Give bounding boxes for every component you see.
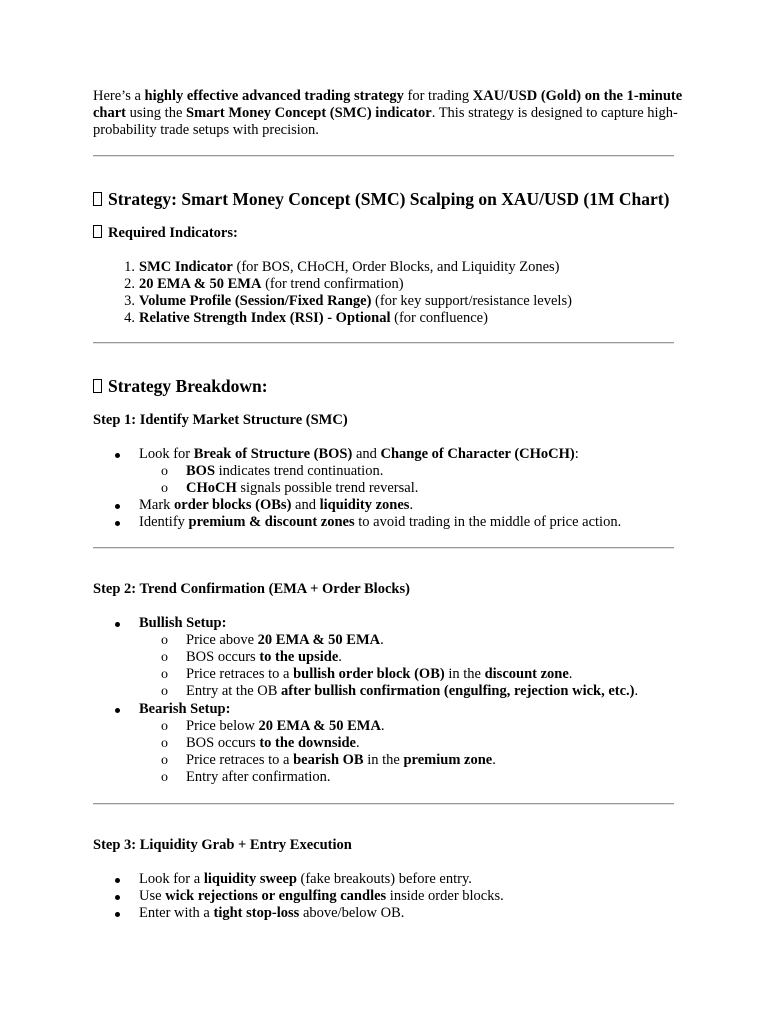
text: indicates trend continuation. [215,463,384,479]
circle-bullet-icon: o [161,719,168,734]
bullet-icon [115,708,120,713]
text: and [291,497,320,513]
indicator-description: (for trend confirmation) [261,276,404,292]
text: in the [444,666,485,682]
bullet-icon [115,504,120,509]
text: inside order blocks. [386,888,504,904]
divider [93,547,674,549]
circle-bullet-icon: o [161,684,168,699]
bold-text: bearish OB [293,752,364,768]
indicator-name: Volume Profile (Session/Fixed Range) [139,293,372,309]
step3-list [139,871,504,922]
bullet-icon [115,521,120,526]
step1-list-continued [139,497,621,531]
text: Entry after confirmation. [186,769,331,785]
divider [93,155,674,157]
circle-bullet-icon: o [161,633,168,648]
sub-list-item [161,480,419,497]
bearish-setup-sublist [161,718,496,786]
text: . [380,718,385,734]
list-item [139,888,504,905]
text: : [574,446,579,462]
strategy-breakdown-title [93,376,268,396]
sub-list-item [161,683,639,700]
text: signals possible trend reversal. [236,480,419,496]
sub-list-item [161,666,638,683]
text: Look for a [139,871,204,887]
missing-glyph-icon [93,192,102,206]
bearish-setup-list [139,701,230,718]
bold-text: premium zone [403,752,493,768]
text: Price below [186,718,259,734]
text: . [634,683,639,699]
required-indicators-heading [93,225,238,242]
intro-text: Here’s a [93,88,145,104]
step3-heading: Step 3: Liquidity Grab + Entry Execution [93,837,352,853]
text: BOS occurs [186,735,260,751]
list-item [139,615,226,632]
text: Mark [139,497,175,513]
bold-text: Break of Structure (BOS) [193,446,353,462]
bold-text: BOS [186,463,216,479]
bold-text: premium & discount zones [188,514,355,530]
sub-list-item [161,463,418,480]
circle-bullet-icon: o [161,667,168,682]
bullet-icon [115,895,120,900]
indicator-name: 20 EMA & 50 EMA [139,276,262,292]
sub-list-item [161,649,638,666]
text: . [409,497,414,513]
intro-text: using the [126,105,187,121]
list-item [124,310,572,327]
list-item [139,497,621,514]
bullish-setup-list [139,615,226,632]
text: and [352,446,381,462]
list-number: 4. [124,310,135,326]
indicator-description: (for key support/resistance levels) [371,293,572,309]
text: Price above [186,632,258,648]
text: above/below OB. [299,905,405,921]
text: . [356,735,360,751]
bold-text: 20 EMA & 50 EMA [257,632,381,648]
bold-text: CHoCH [186,480,237,496]
list-number: 3. [124,293,135,309]
bold-text: to the upside [259,649,339,665]
bold-text: order blocks (OBs) [174,497,292,513]
bold-text: bullish order block (OB) [293,666,445,682]
text: Price retraces to a [186,666,294,682]
list-item [139,701,230,718]
circle-bullet-icon: o [161,753,168,768]
text: . [492,752,496,768]
bearish-setup-label: Bearish Setup: [139,701,231,717]
indicator-name: SMC Indicator [139,259,233,275]
text: . [338,649,342,665]
circle-bullet-icon: o [161,464,168,479]
circle-bullet-icon: o [161,736,168,751]
text: Enter with a [139,905,214,921]
bold-text: after bullish confirmation (engulfing, rejection wick, etc.) [281,683,635,699]
missing-glyph-icon [93,225,102,238]
text: Price retraces to a [186,752,294,768]
sub-list-item [161,769,496,786]
bullet-icon [115,622,120,627]
list-item [124,259,572,276]
required-indicators-list [124,259,572,327]
indicator-name: Relative Strength Index (RSI) - Optional [139,310,391,326]
intro-bold-indicator: Smart Money Concept (SMC) indicator [186,105,432,121]
bold-text: to the downside [259,735,356,751]
intro-text: . This strategy is designed to capture high-probability trade setups with precision. [93,105,678,138]
circle-bullet-icon: o [161,770,168,785]
step1-heading: Step 1: Identify Market Structure (SMC) [93,412,348,428]
bullet-icon [115,912,120,917]
sub-list-item [161,718,496,735]
bullet-icon [115,453,120,458]
strategy-title [93,189,669,209]
text: in the [363,752,404,768]
bold-text: wick rejections or engulfing candles [165,888,387,904]
bullish-setup-label: Bullish Setup: [139,615,227,631]
missing-glyph-icon [93,379,102,393]
divider [93,342,674,344]
sub-list-item [161,735,496,752]
list-item [139,905,504,922]
intro-text: for trading [403,88,473,104]
circle-bullet-icon: o [161,481,168,496]
text: . [380,632,384,648]
strategy-title-text: Strategy: Smart Money Concept (SMC) Scalping on XAU/USD (1M Chart) [108,189,670,209]
bullish-setup-sublist [161,632,639,700]
sub-list-item [161,752,496,769]
sub-list-item [161,632,638,649]
circle-bullet-icon: o [161,650,168,665]
intro-paragraph [93,88,683,139]
list-item [139,446,579,463]
text: (fake breakouts) before entry. [296,871,472,887]
indicator-description: (for BOS, CHoCH, Order Blocks, and Liquidity Zones) [232,259,560,275]
bold-text: Change of Character (CHoCH) [380,446,575,462]
intro-bold-instrument: XAU/USD (Gold) on the 1-minute chart [93,88,683,121]
bold-text: liquidity sweep [203,871,297,887]
text: BOS occurs [186,649,260,665]
bold-text: liquidity zones [319,497,410,513]
text: Identify [139,514,189,530]
indicator-description: (for confluence) [390,310,488,326]
text: Entry at the OB [186,683,282,699]
bold-text: tight stop-loss [213,905,300,921]
step2-heading: Step 2: Trend Confirmation (EMA + Order Blocks) [93,581,410,597]
list-item [139,514,621,531]
strategy-breakdown-title-text: Strategy Breakdown: [108,376,268,396]
list-number: 1. [124,259,135,275]
text: Look for [139,446,194,462]
list-item [139,871,504,888]
intro-bold-strategy: highly effective advanced trading strategy [144,88,404,104]
bold-text: discount zone [484,666,569,682]
bold-text: 20 EMA & 50 EMA [258,718,381,734]
divider [93,803,674,805]
list-item [124,276,572,293]
bullet-icon [115,878,120,883]
text: Use [139,888,166,904]
text: to avoid trading in the middle of price action. [354,514,622,530]
list-number: 2. [124,276,135,292]
step1-sublist [161,463,419,497]
list-item [124,293,572,310]
required-indicators-heading-text: Required Indicators: [108,225,238,241]
step1-list [139,446,579,463]
text: . [568,666,573,682]
